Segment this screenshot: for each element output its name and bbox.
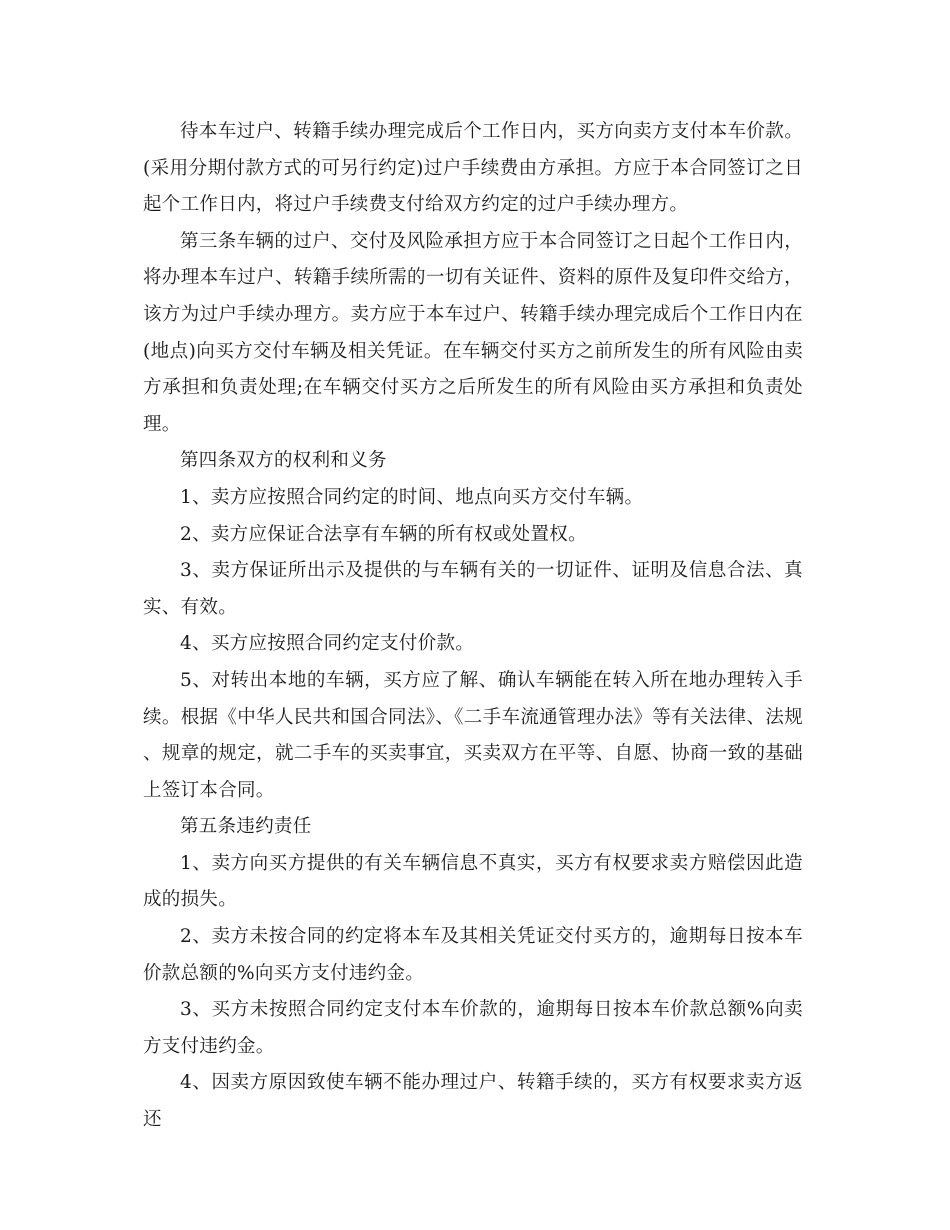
paragraph-article-5-item-2: 2、卖方未按合同的约定将本车及其相关凭证交付买方的，逾期每日按本车价款总额的%向买方支付违约金。 [143,926,803,984]
document-body [143,114,803,1139]
paragraph-article-4-item-1: 1、卖方应按照合同约定的时间、地点向买方交付车辆。 [180,486,644,508]
paragraph-article-5-item-4: 4、因卖方原因致使车辆不能办理过户、转籍手续的，买方有权要求卖方返还 [143,1072,803,1131]
paragraph-article-4-item-5: 5、对转出本地的车辆，买方应了解、确认车辆能在转入所在地办理转入手续。根据《中华人民共和国合同法》、《二手车流通管理办法》等有关法律、法规、规章的规定，就二手车的买卖事宜，买卖双方在平等、自愿、协商一致的基础上签订本合同。 [143,669,803,801]
heading-article-4-rights-obligations: 第四条双方的权利和义务 [180,450,387,472]
heading-article-5-liability: 第五条违约责任 [180,816,312,838]
paragraph-article-3-transfer-delivery-risk: 第三条车辆的过户、交付及风险承担方应于本合同签订之日起个工作日内，将办理本车过户、转籍手续所需的一切有关证件、资料的原件及复印件交给方，该方为过户手续办理方。卖方应于本车过户、转籍手续办理完成后个工作日内在(地点)向买方交付车辆及相关凭证。在车辆交付买方之前所发生的所有风险由卖方承担和负责处理;在车辆交付买方之后所发生的所有风险由买方承担和负责处理。 [143,230,803,435]
paragraph-article-4-item-4: 4、买方应按照合同约定支付价款。 [180,633,475,655]
paragraph-article-5-item-1: 1、卖方向买方提供的有关车辆信息不真实，买方有权要求卖方赔偿因此造成的损失。 [143,852,803,911]
paragraph-article-5-item-3: 3、买方未按照合同约定支付本车价款的，逾期每日按本车价款总额%向卖方支付违约金。 [143,999,803,1057]
paragraph-article-4-item-3: 3、卖方保证所出示及提供的与车辆有关的一切证件、证明及信息合法、真实、有效。 [143,560,803,618]
paragraph-payment-terms: 待本车过户、转籍手续办理完成后个工作日内，买方向卖方支付本车价款。(采用分期付款方式的可另行约定)过户手续费由方承担。方应于本合同签订之日起个工作日内，将过户手续费支付给双方约定的过户手续办理方。 [143,121,803,216]
paragraph-article-4-item-2: 2、卖方应保证合法享有车辆的所有权或处置权。 [180,523,587,545]
